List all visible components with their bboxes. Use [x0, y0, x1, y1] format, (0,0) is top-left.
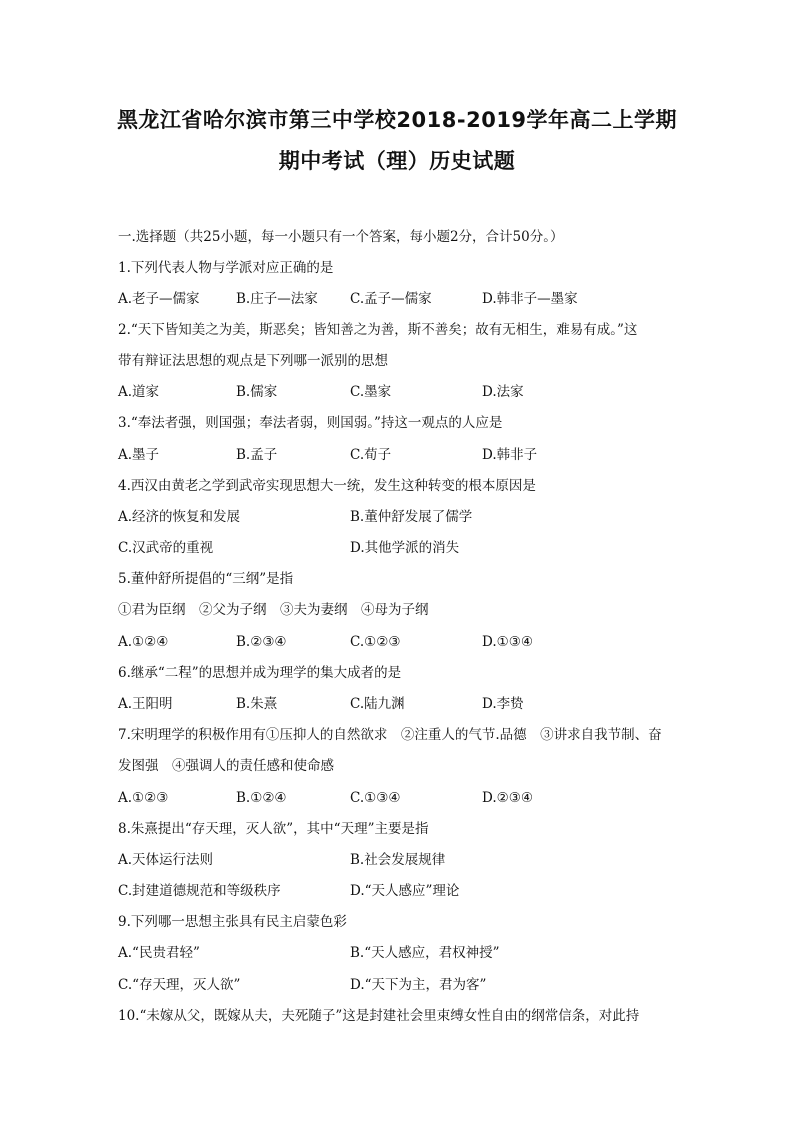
option-b: B.“天人感应，君权神授” — [350, 945, 500, 961]
option-c: C.墨家 — [350, 384, 392, 400]
option-b: B.儒家 — [236, 384, 278, 400]
option-b: B.②③④ — [236, 634, 287, 650]
option-c: C.①②③ — [350, 634, 401, 650]
option-b: B.社会发展规律 — [350, 852, 446, 868]
question-9-stem: 9.下列哪一思想主张具有民主启蒙色彩 — [118, 914, 347, 930]
option-c: C.封建道德规范和等级秩序 — [118, 883, 281, 899]
option-d: D.法家 — [482, 384, 524, 400]
question-2-stem-line-2: 带有辩证法思想的观点是下列哪一派别的思想 — [118, 353, 388, 369]
option-d: D.韩非子 — [482, 447, 538, 463]
question-1-stem: 1.下列代表人物与学派对应正确的是 — [118, 260, 334, 276]
question-2-options — [118, 382, 718, 402]
question-4-options-row-1 — [118, 507, 718, 527]
option-d: D.韩非子—墨家 — [482, 291, 578, 307]
question-4-options-row-2 — [118, 538, 718, 558]
question-10-stem: 10.“未嫁从父，既嫁从夫，夫死随子”这是封建社会里束缚女性自由的纲常信条，对此持 — [118, 1008, 640, 1024]
option-d: D.“天下为主，君为客” — [350, 977, 487, 993]
option-b: B.庄子—法家 — [236, 291, 318, 307]
option-a: A.老子—儒家 — [118, 291, 200, 307]
option-d: D.李贽 — [482, 696, 524, 712]
option-c: C.汉武帝的重视 — [118, 540, 214, 556]
question-5-items: ①君为臣纲 ②父为子纲 ③夫为妻纲 ④母为子纲 — [118, 602, 429, 618]
option-c: C.“存天理，灭人欲” — [118, 977, 241, 993]
option-c: C.荀子 — [350, 447, 392, 463]
option-b: B.①②④ — [236, 790, 287, 806]
option-a: A.经济的恢复和发展 — [118, 509, 241, 525]
option-b: B.董仲舒发展了儒学 — [350, 509, 473, 525]
option-a: A.道家 — [118, 384, 160, 400]
question-9-options-row-2 — [118, 975, 718, 995]
question-1-options — [118, 289, 718, 309]
option-a: A.①②③ — [118, 790, 169, 806]
question-3-stem: 3.“奉法者强，则国强；奉法者弱，则国弱。”持这一观点的人应是 — [118, 415, 503, 431]
section-heading: 一.选择题（共25小题，每一小题只有一个答案，每小题2分，合计50分。） — [118, 229, 564, 245]
option-b: B.朱熹 — [236, 696, 278, 712]
question-7-stem-line-2: 发图强 ④强调人的责任感和使命感 — [118, 758, 334, 774]
question-8-options-row-2 — [118, 881, 718, 901]
option-d: D.①③④ — [482, 634, 533, 650]
question-7-stem-line-1: 7.宋明理学的积极作用有①压抑人的自然欲求 ②注重人的气节.品德 ③讲求自我节制、奋 — [118, 727, 662, 743]
option-a: A.墨子 — [118, 447, 160, 463]
option-a: A.“民贵君轻” — [118, 945, 200, 961]
question-8-stem: 8.朱熹提出“存天理，灭人欲”，其中“天理”主要是指 — [118, 821, 429, 837]
question-6-stem: 6.继承“二程”的思想并成为理学的集大成者的是 — [118, 665, 402, 681]
question-5-options — [118, 632, 718, 652]
option-d: D.②③④ — [482, 790, 533, 806]
option-c: C.孟子—儒家 — [350, 291, 432, 307]
option-a: A.王阳明 — [118, 696, 173, 712]
question-8-options-row-1 — [118, 850, 718, 870]
option-b: B.孟子 — [236, 447, 278, 463]
option-d: D.其他学派的消失 — [350, 540, 460, 556]
option-d: D.“天人感应”理论 — [350, 883, 460, 899]
question-7-options — [118, 788, 718, 808]
option-a: A.①②④ — [118, 634, 169, 650]
exam-title-line-2: 期中考试（理）历史试题 — [278, 149, 516, 173]
question-3-options — [118, 445, 718, 465]
option-c: C.①③④ — [350, 790, 401, 806]
question-6-options — [118, 694, 718, 714]
option-c: C.陆九渊 — [350, 696, 405, 712]
question-5-stem: 5.董仲舒所提倡的“三纲”是指 — [118, 571, 294, 587]
question-2-stem-line-1: 2.“天下皆知美之为美，斯恶矣；皆知善之为善，斯不善矣；故有无相生，难易有成。”这 — [118, 322, 638, 338]
exam-title-line-1: 黑龙江省哈尔滨市第三中学校2018-2019学年高二上学期 — [116, 108, 678, 132]
question-4-stem: 4.西汉由黄老之学到武帝实现思想大一统，发生这种转变的根本原因是 — [118, 478, 536, 494]
question-9-options-row-1 — [118, 943, 718, 963]
option-a: A.天体运行法则 — [118, 852, 214, 868]
